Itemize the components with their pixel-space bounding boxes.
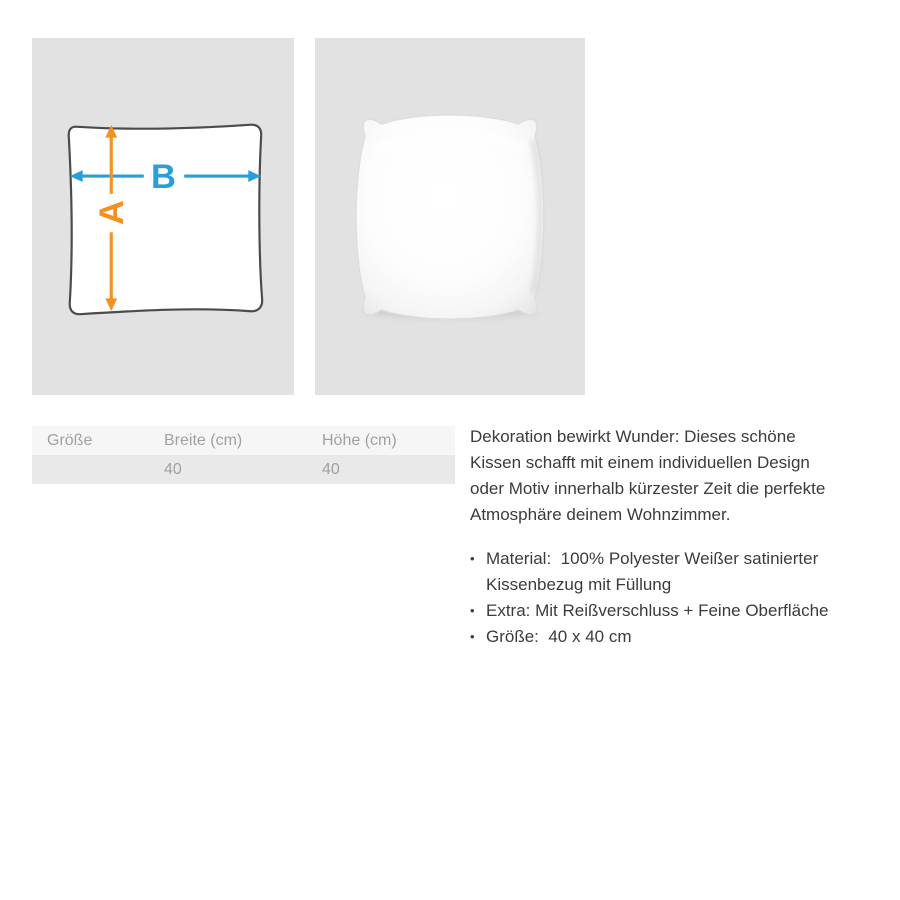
description-paragraph <box>470 424 880 528</box>
spec-text: Extra: Mit Reißverschluss + Feine Oberfläche <box>486 601 829 620</box>
pillow-photo <box>339 106 561 328</box>
height-label: A <box>92 200 131 226</box>
spec-item-groesse <box>470 624 880 650</box>
bullet-icon: • <box>470 603 475 618</box>
description-line: oder Motiv innerhalb kürzester Zeit die perfekte <box>470 479 826 498</box>
spec-item-extra <box>470 598 880 624</box>
table-header-row <box>32 426 455 455</box>
bullet-icon: • <box>470 629 475 644</box>
product-image-panel-diagram <box>32 38 294 395</box>
cell-hoehe: 40 <box>322 460 340 478</box>
spec-item-material <box>470 546 880 598</box>
spec-text: Material: 100% Polyester Weißer satinierter Kissenbezug mit Füllung <box>486 549 823 594</box>
cell-breite: 40 <box>164 460 182 478</box>
spec-list <box>470 546 880 650</box>
width-label: B <box>150 157 176 196</box>
table-row <box>32 455 455 484</box>
description-line: Atmosphäre deinem Wohnzimmer. <box>470 505 731 524</box>
spec-text: Größe: 40 x 40 cm <box>486 627 632 646</box>
col-header-breite: Breite (cm) <box>164 431 243 449</box>
bullet-icon: • <box>470 551 475 566</box>
size-diagram <box>60 113 267 320</box>
col-header-hoehe: Höhe (cm) <box>322 431 397 449</box>
product-description <box>470 424 880 650</box>
col-header-groesse: Größe <box>47 431 93 449</box>
description-line: Kissen schafft mit einem individuellen Design <box>470 453 810 472</box>
product-image-panel-photo <box>315 38 585 395</box>
description-line: Dekoration bewirkt Wunder: Dieses schöne <box>470 427 796 446</box>
size-table <box>32 426 455 484</box>
